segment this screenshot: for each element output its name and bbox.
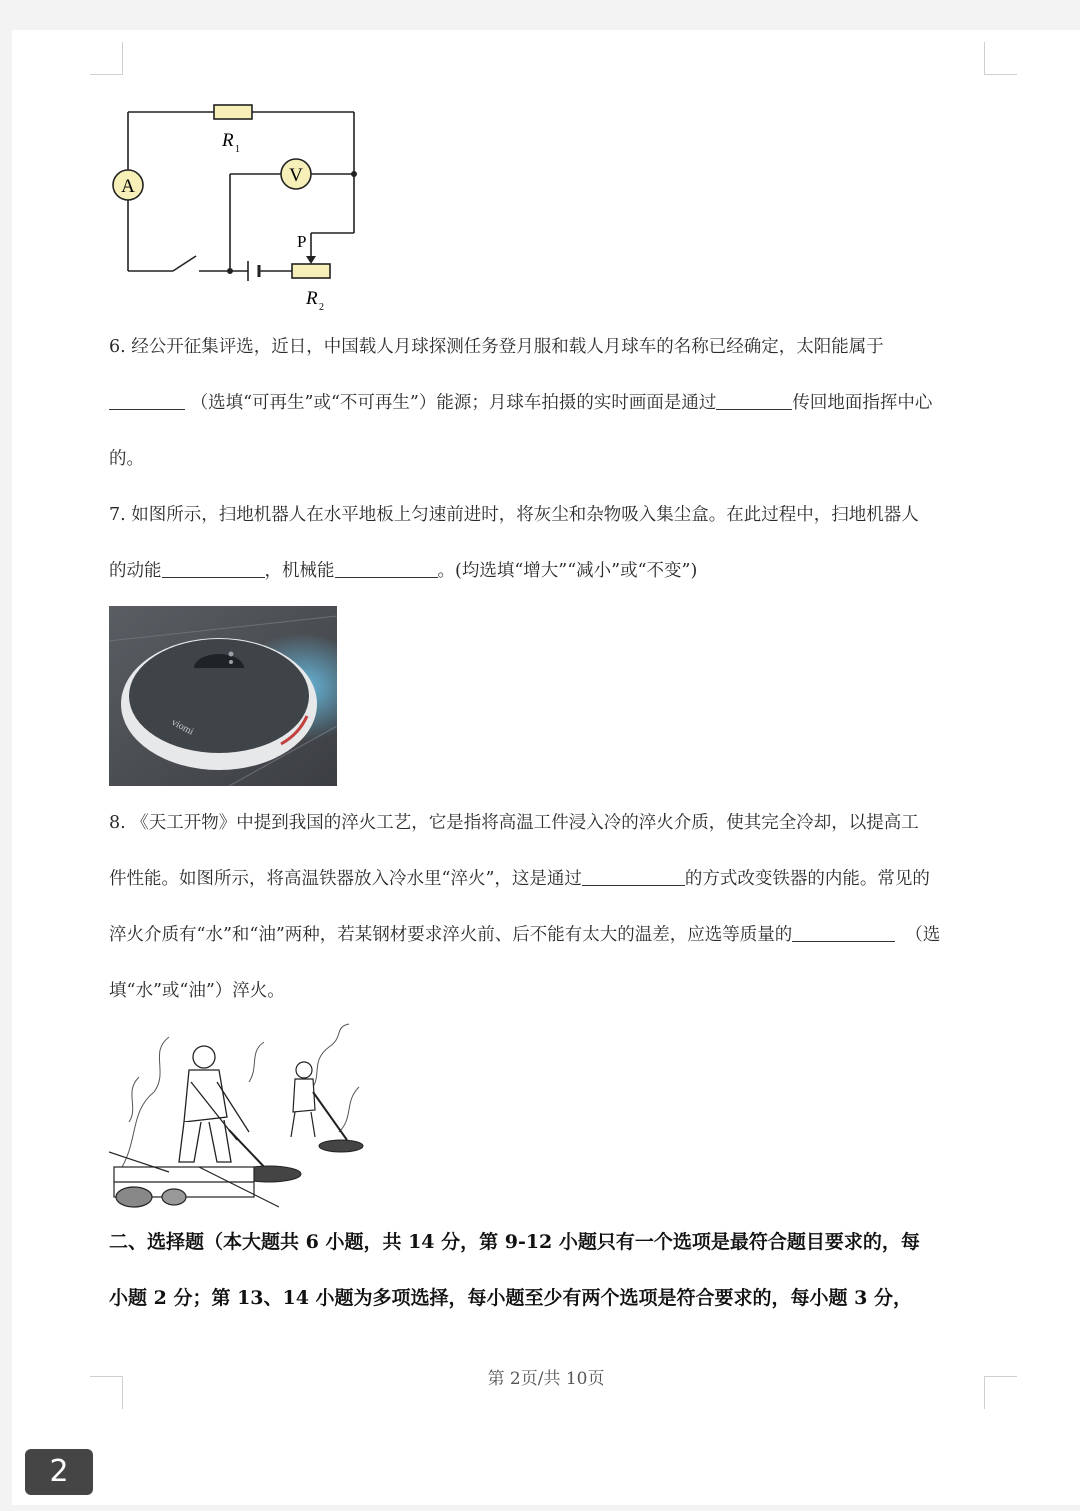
q7-answer-blank-2[interactable] (335, 559, 438, 578)
r1-subscript: 1 (235, 144, 240, 155)
q7-kinetic-label: 的动能 (109, 561, 162, 581)
q6-answer-blank-1[interactable] (109, 391, 185, 410)
q7-line-2 (109, 559, 989, 583)
crop-mark-top-left (90, 42, 123, 75)
q8-line-4: 填“水”或“油”）淬火。 (109, 981, 285, 1001)
q6-line-2-end: 传回地面指挥中心 (792, 393, 933, 413)
q8-line-2-text: 件性能。如图所示，将高温铁器放入冷水里“淬火”，这是通过 (109, 869, 582, 889)
q6-line-3: 的。 (109, 449, 144, 469)
robot-vacuum-photo (109, 606, 337, 786)
q8-line-3 (109, 923, 989, 947)
q8-line-3-end: （选 (905, 925, 941, 945)
crop-mark-top-right (984, 42, 1017, 75)
section2-line-1: 二、选择题（本大题共 6 小题，共 14 分，第 9-12 小题只有一个选项是最符合题目要求的，每 (109, 1231, 920, 1253)
q8-line-2 (109, 867, 989, 891)
page-number-badge[interactable]: 2 (25, 1449, 93, 1495)
document-page (12, 30, 1080, 1505)
q8-line-1: 8. 《天工开物》中提到我国的淬火工艺，它是指将高温工件浸入冷的淬火介质，使其完全冷却，以提高工 (109, 813, 919, 833)
q8-answer-blank-1[interactable] (582, 867, 685, 886)
q6-answer-blank-2[interactable] (716, 391, 792, 410)
q6-line-2-text: （选填“可再生”或“不可再生”）能源；月球车拍摄的实时画面是通过 (190, 393, 717, 413)
r2-label: R (306, 288, 318, 309)
q8-answer-blank-2[interactable] (792, 923, 895, 942)
voltmeter-label: V (289, 165, 303, 186)
robot-brand-logo: viomi (169, 716, 196, 738)
q6-line-1: 6. 经公开征集评选，近日，中国载人月球探测任务登月服和载人月球车的名称已经确定，太阳能属于 (109, 337, 884, 357)
q7-mechanical-label: ，机械能 (264, 561, 335, 581)
r1-label: R (222, 130, 234, 151)
r2-subscript: 2 (319, 302, 324, 313)
q8-line-2-end: 的方式改变铁器的内能。常见的 (684, 869, 930, 889)
q7-line-1: 7. 如图所示，扫地机器人在水平地板上匀速前进时，将灰尘和杂物吸入集尘盒。在此过程中，扫地机器人 (109, 505, 919, 525)
q7-answer-blank-1[interactable] (162, 559, 265, 578)
q8-line-3-text: 淬火介质有“水”和“油”两种，若某钢材要求淬火前、后不能有太大的温差，应选等质量的 (109, 925, 793, 945)
quenching-illustration (109, 1022, 369, 1212)
page-footer: 第 2页/共 10页 (487, 1369, 605, 1389)
section2-line-2: 小题 2 分；第 13、14 小题为多项选择，每小题至少有两个选项是符合要求的，每小题 3 分， (109, 1287, 913, 1309)
q6-line-2 (109, 391, 989, 415)
circuit-diagram (107, 96, 377, 316)
ammeter-label: A (121, 176, 135, 197)
q7-choice-hint: 。(均选填“增大”“减小”或“不变”) (437, 561, 698, 581)
slider-label: P (297, 232, 307, 251)
